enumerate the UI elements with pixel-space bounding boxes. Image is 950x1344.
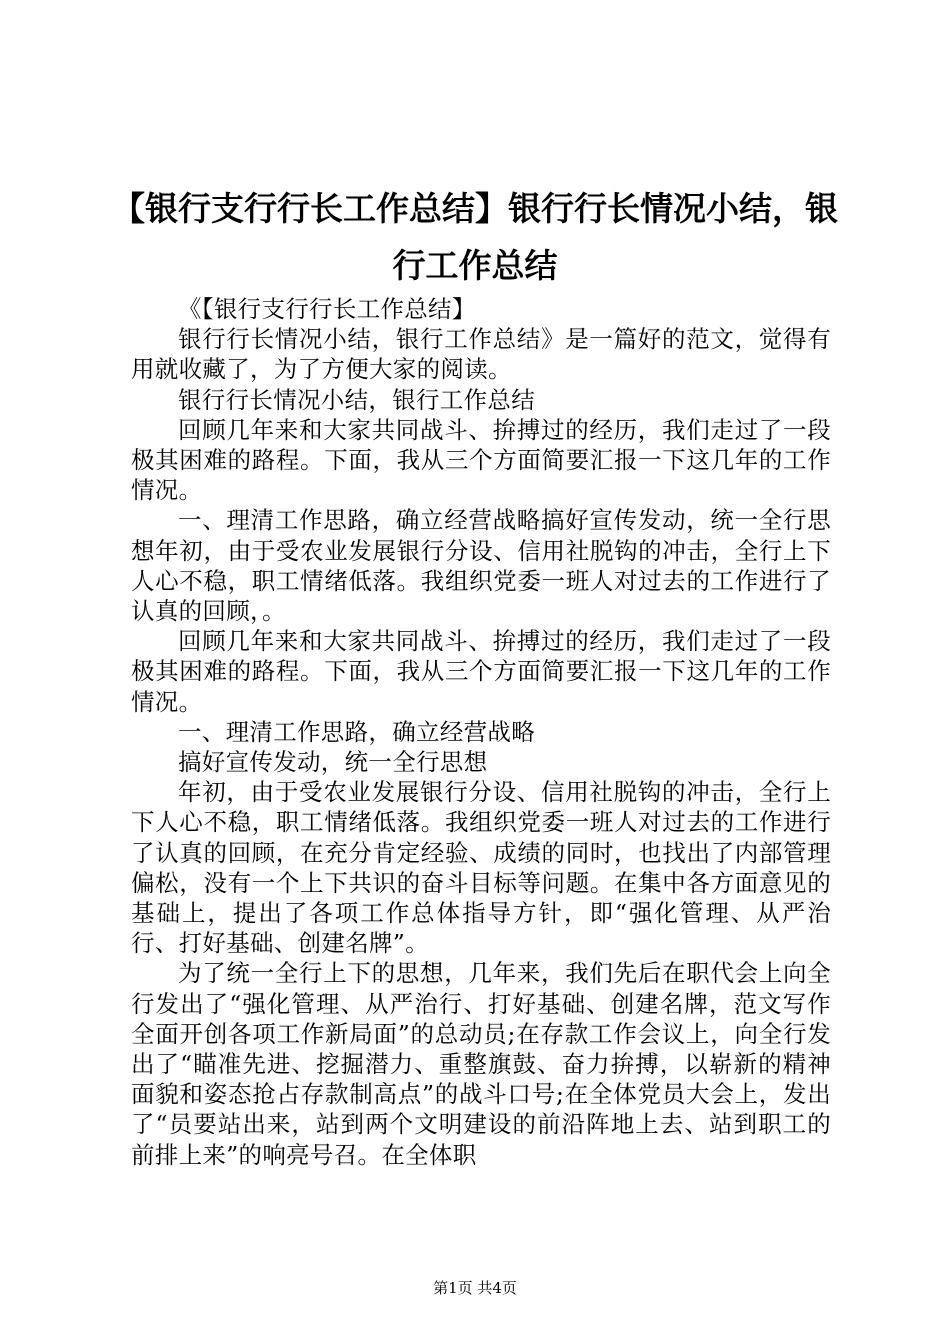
page-footer: 第1页 共4页 xyxy=(433,1279,517,1297)
paragraph: 回顾几年来和大家共同战斗、拚搏过的经历，我们走过了一段极其困难的路程。下面，我从三个方面简要汇报一下这几年的工作情况。 xyxy=(131,415,831,505)
paragraph: 年初，由于受农业发展银行分设、信用社脱钩的冲击，全行上下人心不稳，职工情绪低落。我组织党委一班人对过去的工作进行了认真的回顾，在充分肯定经验、成绩的同时，也找出了内部管理偏松，没有一个上下共识的奋斗目标等问题。在集中各方面意见的基础上，提出了各项工作总体指导方针，即“强化管理、从严治行、打好基础、创建名牌”。 xyxy=(131,778,831,958)
paragraph: 《【银行支行行长工作总结】 xyxy=(178,295,476,323)
paragraph: 一、理清工作思路，确立经营战略 xyxy=(178,717,535,746)
document-body xyxy=(131,294,831,1170)
paragraph: 为了统一全行上下的思想，几年来，我们先后在职代会上向全行发出了“强化管理、从严治行、打好基础、创建名牌，范文写作全面开创各项工作新局面”的总动员;在存款工作会议上，向全行发出了“瞄准先进、挖掘潜力、重整旗鼓、奋力拚搏，以崭新的精神面貌和姿态抢占存款制高点”的战斗口号;在全体党员大会上，发出了“员要站出来，站到两个文明建设的前沿阵地上去、站到职工的前排上来”的响亮号召。在全体职 xyxy=(131,959,831,1169)
paragraph: 银行行长情况小结，银行工作总结》是一篇好的范文，觉得有用就收藏了，为了方便大家的阅读。 xyxy=(131,325,831,384)
paragraph: 一、理清工作思路，确立经营战略搞好宣传发动，统一全行思想年初，由于受农业发展银行分设、信用社脱钩的冲击，全行上下人心不稳，职工情绪低落。我组织党委一班人对过去的工作进行了认真的回顾，。 xyxy=(131,506,831,626)
paragraph: 搞好宣传发动，统一全行思想 xyxy=(178,748,488,777)
paragraph: 回顾几年来和大家共同战斗、拚搏过的经历，我们走过了一段极其困难的路程。下面，我从三个方面简要汇报一下这几年的工作情况。 xyxy=(131,627,831,716)
document-title: 【银行支行行长工作总结】银行行长情况小结，银行工作总结 xyxy=(112,189,838,285)
paragraph: 银行行长情况小结，银行工作总结 xyxy=(178,385,535,414)
